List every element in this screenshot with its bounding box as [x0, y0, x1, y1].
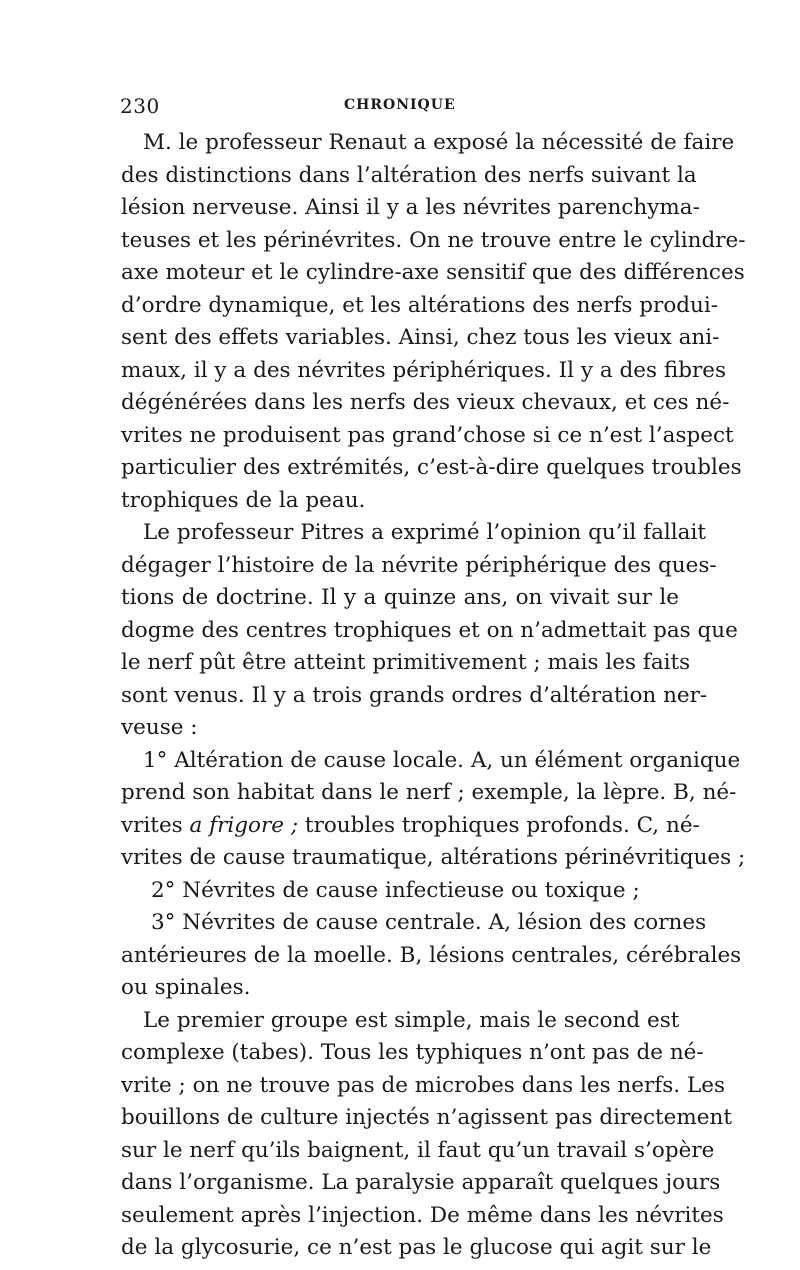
text-line: de la glycosurie, ce n’est pas le glucose qui agit sur le	[121, 1235, 712, 1260]
text-line: antérieures de la moelle. B, lésions centrales, cérébrales	[121, 942, 742, 968]
text-line: des distinctions dans l’altération des nerfs suivant la	[121, 162, 697, 188]
text-line: seulement après l’injection. De même dans les névrites	[121, 1202, 724, 1228]
text-line: prend son habitat dans le nerf ; exemple, la lèpre. B, né-	[121, 780, 737, 805]
text-line: dégager l’histoire de la névrite périphérique des ques-	[121, 552, 717, 578]
text-line: sur le nerf qu’ils baignent, il faut qu’un travail s’opère	[121, 1137, 715, 1163]
text-line: tions de doctrine. Il y a quinze ans, on vivait sur le	[121, 585, 679, 610]
text-line: veuse :	[121, 715, 198, 740]
text-line: axe moteur et le cylindre-axe sensitif que des différences	[121, 260, 745, 285]
text-line: le nerf pût être atteint primitivement ; mais les faits	[121, 650, 691, 675]
page-number: 230	[120, 94, 160, 118]
text-line: M. le professeur Renaut a exposé la nécessité de faire	[143, 130, 735, 155]
text-fragment: troubles trophiques profonds. C, né-	[298, 812, 700, 838]
text-line: 2° Névrites de cause infectieuse ou toxique ;	[151, 877, 640, 903]
text-line: ou spinales.	[121, 975, 251, 1000]
text-line: vrites de cause traumatique, altérations périnévritiques ;	[121, 845, 746, 870]
page-header	[120, 94, 680, 118]
text-line: particulier des extrémités, c’est-à-dire quelques troubles	[121, 455, 742, 480]
text-line: maux, il y a des névrites périphériques. Il y a des fibres	[121, 357, 727, 383]
text-line: 1° Altération de cause locale. A, un élément organique	[143, 747, 741, 773]
text-line: vrites ne produisent pas grand’chose si ce n’est l’aspect	[121, 422, 734, 448]
text-line: complexe (tabes). Tous les typhiques n’ont pas de né-	[121, 1040, 704, 1065]
text-line: dans l’organisme. La paralysie apparaît quelques jours	[121, 1170, 721, 1195]
text-line: sont venus. Il y a trois grands ordres d’altération ner-	[121, 682, 708, 708]
text-line: vrite ; on ne trouve pas de microbes dans les nerfs. Les	[121, 1072, 725, 1098]
text-line: sent des effets variables. Ainsi, chez tous les vieux ani-	[121, 325, 720, 350]
body-text	[121, 127, 746, 1265]
italic-phrase: a frigore ;	[189, 812, 299, 838]
text-line: bouillons de culture injectés n’agissent pas directement	[121, 1105, 732, 1130]
text-line: trophiques de la peau.	[121, 487, 366, 513]
text-line: lésion nerveuse. Ainsi il y a les névrites parenchyma-	[121, 195, 700, 220]
text-line: dégénérées dans les nerfs des vieux chevaux, et ces né-	[121, 390, 730, 415]
text-line: dogme des centres trophiques et on n’admettait pas que	[121, 617, 738, 643]
text-line: Le professeur Pitres a exprimé l’opinion qu’il fallait	[143, 520, 706, 545]
text-fragment: vrites	[121, 812, 190, 838]
text-line: 3° Névrites de cause centrale. A, lésion des cornes	[151, 910, 707, 935]
text-line: Le premier groupe est simple, mais le second est	[143, 1007, 680, 1033]
text-line-mixed	[121, 810, 700, 843]
running-head: CHRONIQUE	[344, 97, 456, 113]
text-line: teuses et les périnévrites. On ne trouve entre le cylindre-	[121, 227, 746, 253]
text-line: d’ordre dynamique, et les altérations des nerfs produi-	[121, 292, 719, 318]
